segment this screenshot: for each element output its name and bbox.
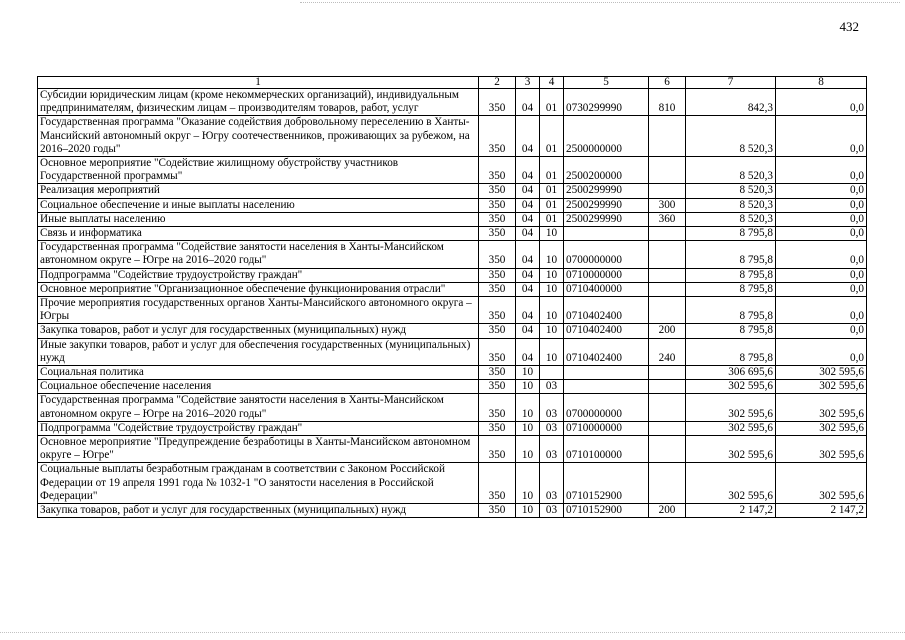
amount-col8-cell: 302 595,6 — [776, 436, 867, 463]
expense-type-cell: 200 — [649, 504, 686, 518]
target-article-cell: 0710402400 — [564, 338, 649, 365]
amount-col8-cell: 302 595,6 — [776, 394, 867, 421]
amount-col7-cell: 842,3 — [686, 89, 776, 116]
amount-col7-cell: 8 795,8 — [686, 227, 776, 241]
amount-col7-cell: 8 795,8 — [686, 338, 776, 365]
administrator-code-cell: 350 — [479, 338, 516, 365]
table-row — [38, 366, 867, 380]
section-code-cell: 10 — [516, 380, 540, 394]
section-code-cell: 04 — [516, 184, 540, 198]
amount-col8-cell: 0,0 — [776, 324, 867, 338]
amount-col7-cell: 302 595,6 — [686, 436, 776, 463]
target-article-cell: 0710402400 — [564, 297, 649, 324]
amount-col8-cell: 0,0 — [776, 297, 867, 324]
row-name-cell: Социальная политика — [38, 366, 479, 380]
column-header: 6 — [649, 77, 686, 89]
column-header: 5 — [564, 77, 649, 89]
subsection-code-cell: 01 — [540, 89, 564, 116]
table-row — [38, 116, 867, 157]
administrator-code-cell: 350 — [479, 297, 516, 324]
expense-type-cell — [649, 116, 686, 157]
administrator-code-cell: 350 — [479, 504, 516, 518]
administrator-code-cell: 350 — [479, 89, 516, 116]
target-article-cell: 2500000000 — [564, 116, 649, 157]
amount-col7-cell: 2 147,2 — [686, 504, 776, 518]
table-row — [38, 394, 867, 421]
table-row — [38, 436, 867, 463]
budget-table — [37, 76, 867, 518]
amount-col7-cell: 8 795,8 — [686, 241, 776, 268]
amount-col8-cell: 0,0 — [776, 212, 867, 226]
section-code-cell: 04 — [516, 116, 540, 157]
subsection-code-cell: 01 — [540, 157, 564, 184]
target-article-cell — [564, 227, 649, 241]
expense-type-cell: 200 — [649, 324, 686, 338]
subsection-code-cell: 10 — [540, 227, 564, 241]
target-article-cell: 2500299990 — [564, 184, 649, 198]
row-name-cell: Реализация мероприятий — [38, 184, 479, 198]
target-article-cell — [564, 366, 649, 380]
row-name-cell: Подпрограмма "Содействие трудоустройству граждан" — [38, 268, 479, 282]
row-name-cell: Прочие мероприятия государственных органов Ханты-Мансийского автономного округа – Югры — [38, 297, 479, 324]
subsection-code-cell: 03 — [540, 421, 564, 435]
table-row — [38, 504, 867, 518]
table-row — [38, 184, 867, 198]
row-name-cell: Субсидии юридическим лицам (кроме некоммерческих организаций), индивидуальным предпринимателям, физическим лицам – производителям товаров, работ, услуг — [38, 89, 479, 116]
row-name-cell: Закупка товаров, работ и услуг для государственных (муниципальных) нужд — [38, 504, 479, 518]
target-article-cell: 0710100000 — [564, 436, 649, 463]
section-code-cell: 04 — [516, 241, 540, 268]
administrator-code-cell: 350 — [479, 366, 516, 380]
amount-col8-cell: 0,0 — [776, 268, 867, 282]
table-row — [38, 338, 867, 365]
amount-col8-cell: 0,0 — [776, 338, 867, 365]
target-article-cell: 0710000000 — [564, 268, 649, 282]
administrator-code-cell: 350 — [479, 380, 516, 394]
subsection-code-cell: 01 — [540, 184, 564, 198]
row-name-cell: Подпрограмма "Содействие трудоустройству граждан" — [38, 421, 479, 435]
section-code-cell: 04 — [516, 198, 540, 212]
amount-col8-cell: 0,0 — [776, 116, 867, 157]
row-name-cell: Закупка товаров, работ и услуг для государственных (муниципальных) нужд — [38, 324, 479, 338]
amount-col8-cell: 302 595,6 — [776, 380, 867, 394]
section-code-cell: 10 — [516, 504, 540, 518]
column-header: 7 — [686, 77, 776, 89]
administrator-code-cell: 350 — [479, 394, 516, 421]
subsection-code-cell: 01 — [540, 116, 564, 157]
row-name-cell: Основное мероприятие "Содействие жилищному обустройству участников Государственной программы" — [38, 157, 479, 184]
expense-type-cell: 240 — [649, 338, 686, 365]
row-name-cell: Государственная программа "Содействие занятости населения в Ханты-Мансийском автономном округе – Югре на 2016–2020 годы" — [38, 394, 479, 421]
section-code-cell: 04 — [516, 157, 540, 184]
row-name-cell: Иные выплаты населению — [38, 212, 479, 226]
target-article-cell: 2500299990 — [564, 198, 649, 212]
target-article-cell: 0730299990 — [564, 89, 649, 116]
administrator-code-cell: 350 — [479, 282, 516, 296]
amount-col8-cell: 302 595,6 — [776, 366, 867, 380]
row-name-cell: Основное мероприятие "Организационное обеспечение функционирования отрасли" — [38, 282, 479, 296]
table-row — [38, 227, 867, 241]
row-name-cell: Социальные выплаты безработным гражданам в соответствии с Законом Российской Федерации от 19 апреля 1991 года № 1032-1 "О занятости населения в Российской Федерации" — [38, 463, 479, 504]
target-article-cell: 0710402400 — [564, 324, 649, 338]
column-header: 3 — [516, 77, 540, 89]
section-code-cell: 10 — [516, 463, 540, 504]
row-name-cell: Социальное обеспечение и иные выплаты населению — [38, 198, 479, 212]
expense-type-cell: 810 — [649, 89, 686, 116]
section-code-cell: 04 — [516, 338, 540, 365]
table-row — [38, 157, 867, 184]
administrator-code-cell: 350 — [479, 227, 516, 241]
section-code-cell: 10 — [516, 421, 540, 435]
subsection-code-cell: 01 — [540, 198, 564, 212]
amount-col8-cell: 2 147,2 — [776, 504, 867, 518]
section-code-cell: 04 — [516, 212, 540, 226]
expense-type-cell — [649, 184, 686, 198]
amount-col7-cell: 8 520,3 — [686, 157, 776, 184]
amount-col7-cell: 8 795,8 — [686, 324, 776, 338]
table-row — [38, 324, 867, 338]
amount-col7-cell: 306 695,6 — [686, 366, 776, 380]
administrator-code-cell: 350 — [479, 436, 516, 463]
subsection-code-cell: 10 — [540, 324, 564, 338]
target-article-cell: 0710152900 — [564, 463, 649, 504]
section-code-cell: 10 — [516, 394, 540, 421]
section-code-cell: 04 — [516, 227, 540, 241]
row-name-cell: Государственная программа "Содействие занятости населения в Ханты-Мансийском автономном округе – Югре на 2016–2020 годы" — [38, 241, 479, 268]
subsection-code-cell: 03 — [540, 436, 564, 463]
expense-type-cell — [649, 394, 686, 421]
amount-col8-cell: 0,0 — [776, 282, 867, 296]
row-name-cell: Основное мероприятие "Предупреждение безработицы в Ханты-Мансийском автономном округе – Югре" — [38, 436, 479, 463]
amount-col7-cell: 302 595,6 — [686, 394, 776, 421]
expense-type-cell — [649, 282, 686, 296]
table-row — [38, 89, 867, 116]
table-row — [38, 282, 867, 296]
subsection-code-cell: 03 — [540, 463, 564, 504]
subsection-code-cell: 10 — [540, 241, 564, 268]
administrator-code-cell: 350 — [479, 241, 516, 268]
scan-artifact-bottom — [0, 632, 905, 633]
expense-type-cell — [649, 227, 686, 241]
amount-col8-cell: 0,0 — [776, 227, 867, 241]
administrator-code-cell: 350 — [479, 268, 516, 282]
amount-col8-cell: 0,0 — [776, 157, 867, 184]
subsection-code-cell — [540, 366, 564, 380]
target-article-cell: 0710000000 — [564, 421, 649, 435]
table-row — [38, 421, 867, 435]
expense-type-cell — [649, 297, 686, 324]
page-number: 432 — [839, 19, 859, 34]
subsection-code-cell: 03 — [540, 394, 564, 421]
administrator-code-cell: 350 — [479, 421, 516, 435]
target-article-cell: 0700000000 — [564, 241, 649, 268]
row-name-cell: Связь и информатика — [38, 227, 479, 241]
table-row — [38, 268, 867, 282]
section-code-cell: 04 — [516, 89, 540, 116]
administrator-code-cell: 350 — [479, 324, 516, 338]
row-name-cell: Иные закупки товаров, работ и услуг для обеспечения государственных (муниципальных) нужд — [38, 338, 479, 365]
amount-col8-cell: 0,0 — [776, 241, 867, 268]
expense-type-cell — [649, 463, 686, 504]
subsection-code-cell: 10 — [540, 268, 564, 282]
amount-col7-cell: 8 795,8 — [686, 297, 776, 324]
amount-col7-cell: 302 595,6 — [686, 463, 776, 504]
section-code-cell: 10 — [516, 366, 540, 380]
expense-type-cell — [649, 366, 686, 380]
expense-type-cell — [649, 436, 686, 463]
section-code-cell: 10 — [516, 436, 540, 463]
subsection-code-cell: 01 — [540, 212, 564, 226]
row-name-cell: Социальное обеспечение населения — [38, 380, 479, 394]
target-article-cell: 2500299990 — [564, 212, 649, 226]
target-article-cell: 0710152900 — [564, 504, 649, 518]
amount-col7-cell: 8 520,3 — [686, 116, 776, 157]
amount-col7-cell: 302 595,6 — [686, 380, 776, 394]
target-article-cell: 0700000000 — [564, 394, 649, 421]
expense-type-cell: 360 — [649, 212, 686, 226]
administrator-code-cell: 350 — [479, 116, 516, 157]
expense-type-cell — [649, 380, 686, 394]
amount-col8-cell: 302 595,6 — [776, 463, 867, 504]
amount-col8-cell: 0,0 — [776, 198, 867, 212]
amount-col7-cell: 8 795,8 — [686, 268, 776, 282]
amount-col8-cell: 302 595,6 — [776, 421, 867, 435]
expense-type-cell — [649, 157, 686, 184]
amount-col7-cell: 8 795,8 — [686, 282, 776, 296]
target-article-cell — [564, 380, 649, 394]
column-header: 4 — [540, 77, 564, 89]
amount-col7-cell: 8 520,3 — [686, 198, 776, 212]
amount-col8-cell: 0,0 — [776, 89, 867, 116]
amount-col7-cell: 8 520,3 — [686, 212, 776, 226]
administrator-code-cell: 350 — [479, 157, 516, 184]
section-code-cell: 04 — [516, 324, 540, 338]
expense-type-cell — [649, 268, 686, 282]
administrator-code-cell: 350 — [479, 198, 516, 212]
amount-col8-cell: 0,0 — [776, 184, 867, 198]
table-row — [38, 380, 867, 394]
table-row — [38, 198, 867, 212]
expense-type-cell — [649, 241, 686, 268]
table-header-row — [38, 77, 867, 89]
subsection-code-cell: 03 — [540, 380, 564, 394]
table-row — [38, 463, 867, 504]
table-row — [38, 241, 867, 268]
expense-type-cell — [649, 421, 686, 435]
scan-artifact-top — [300, 2, 900, 3]
subsection-code-cell: 10 — [540, 297, 564, 324]
administrator-code-cell: 350 — [479, 184, 516, 198]
target-article-cell: 0710400000 — [564, 282, 649, 296]
column-header: 1 — [38, 77, 479, 89]
section-code-cell: 04 — [516, 268, 540, 282]
table-row — [38, 212, 867, 226]
administrator-code-cell: 350 — [479, 212, 516, 226]
subsection-code-cell: 10 — [540, 338, 564, 365]
expense-type-cell: 300 — [649, 198, 686, 212]
subsection-code-cell: 10 — [540, 282, 564, 296]
subsection-code-cell: 03 — [540, 504, 564, 518]
section-code-cell: 04 — [516, 297, 540, 324]
table-row — [38, 297, 867, 324]
section-code-cell: 04 — [516, 282, 540, 296]
column-header: 2 — [479, 77, 516, 89]
amount-col7-cell: 302 595,6 — [686, 421, 776, 435]
column-header: 8 — [776, 77, 867, 89]
row-name-cell: Государственная программа "Оказание содействия добровольному переселению в Ханты-Мансийский автономный округ – Югру соотечественников, проживающих за рубежом, на 2016–2020 годы" — [38, 116, 479, 157]
target-article-cell: 2500200000 — [564, 157, 649, 184]
amount-col7-cell: 8 520,3 — [686, 184, 776, 198]
administrator-code-cell: 350 — [479, 463, 516, 504]
